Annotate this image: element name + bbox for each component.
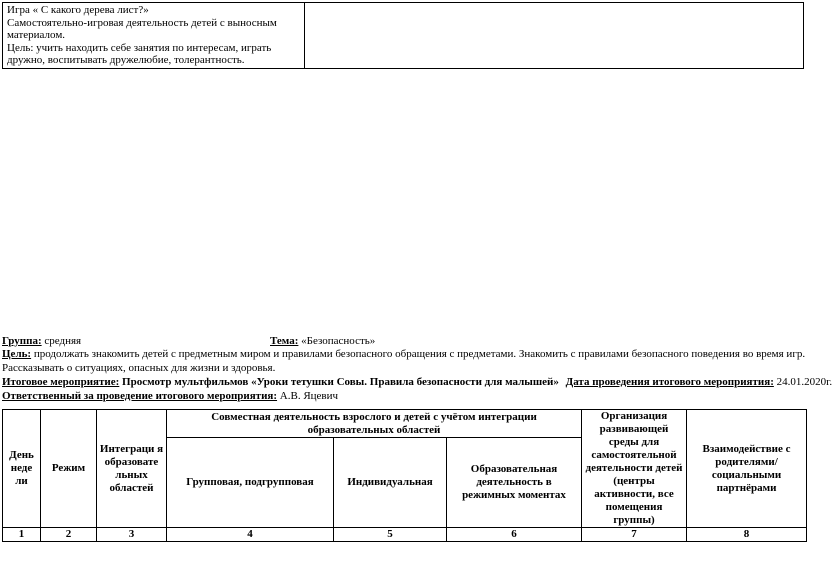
- game-description-cell: [3, 3, 305, 69]
- header-parents: Взаимодействие с родителями/ социальными партнёрами: [687, 410, 807, 528]
- column-number: 8: [687, 528, 807, 542]
- header-educational: Образовательная деятельность в режимных моментах: [447, 438, 582, 528]
- game-activity: Самостоятельно-игровая деятельность детей с выносным материалом.: [7, 16, 277, 41]
- topic-label: Тема:: [270, 335, 299, 347]
- header-joint-activity: Совместная деятельность взрослого и детей с учётом интеграции образовательных областей: [167, 410, 582, 438]
- header-group: Групповая, подгрупповая: [167, 438, 334, 528]
- responsible-line: [2, 390, 812, 403]
- header-environment: Организация развивающей среды для самостоятельной деятельности детей (центры активности, все помещения группы): [582, 410, 687, 528]
- goal-line: [2, 348, 812, 361]
- empty-cell: [305, 3, 804, 69]
- column-number: 3: [97, 528, 167, 542]
- column-number: 2: [41, 528, 97, 542]
- final-date-value: 24.01.2020г.: [773, 376, 832, 388]
- final-event-value: Просмотр мультфильмов «Уроки тетушки Совы. Правила безопасности для малышей»: [119, 376, 559, 388]
- column-number: 5: [334, 528, 447, 542]
- header-mode: Режим: [41, 410, 97, 528]
- topic-wrap: [270, 335, 375, 348]
- game-goal: Цель: учить находить себе занятия по интересам, играть дружно, воспитывать дружелюбие, толерантность.: [7, 41, 272, 66]
- column-number: 7: [582, 528, 687, 542]
- column-number: 6: [447, 528, 582, 542]
- topic-value: «Безопасность»: [298, 335, 376, 347]
- responsible-value: А.В. Яцевич: [277, 390, 339, 402]
- group-topic-line: [2, 335, 812, 348]
- goal-line-2: Рассказывать о ситуациях, опасных для жизни и здоровья.: [2, 362, 276, 374]
- game-title: Игра « С какого дерева лист?»: [7, 4, 149, 16]
- group-label: Группа:: [2, 335, 42, 347]
- column-number: 1: [3, 528, 41, 542]
- header-integration: Интеграци я образовате льных областей: [97, 410, 167, 528]
- goal-value: продолжать знакомить детей с предметным миром и правилами безопасного обращения с предметами. Знакомить с правилами безопасного поведения во время игр.: [31, 348, 806, 360]
- plan-table: [2, 409, 807, 542]
- goal-label: Цель:: [2, 348, 32, 360]
- header-day: День неде ли: [3, 410, 41, 528]
- header-individual: Индивидуальная: [334, 438, 447, 528]
- responsible-label: Ответственный за проведение итогового мероприятия:: [2, 390, 278, 402]
- final-event-line: [2, 376, 832, 389]
- column-number: 4: [167, 528, 334, 542]
- group-value: средняя: [41, 335, 82, 347]
- top-block-table: [2, 2, 804, 69]
- final-event-label: Итоговое мероприятие:: [2, 376, 120, 388]
- final-date-label: Дата проведения итогового мероприятия:: [565, 376, 774, 388]
